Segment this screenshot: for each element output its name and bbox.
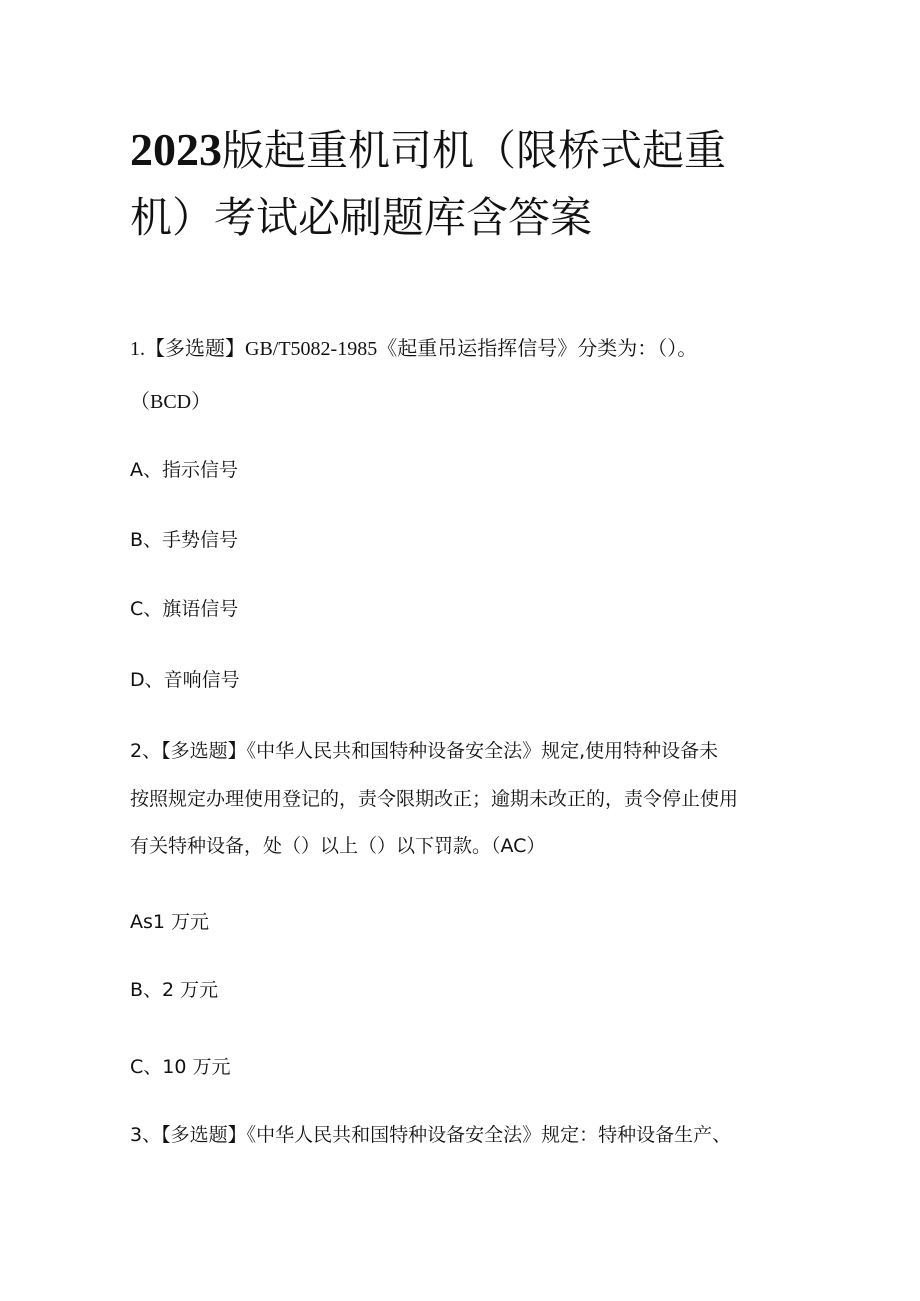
question-1-option-c: C、旗语信号 — [130, 598, 239, 620]
document-title-line-2: 机）考试必刷题库含答案 — [130, 193, 593, 242]
document-title-line-1 — [130, 124, 770, 175]
title-year: 2023 — [130, 124, 222, 175]
question-1-stem-line-2: （BCD） — [130, 391, 212, 413]
question-2-option-b: B、2 万元 — [130, 979, 219, 1001]
question-1-option-d: D、音响信号 — [130, 669, 240, 691]
question-2-stem-line-2: 按照规定办理使用登记的，责令限期改正；逾期未改正的，责令停止使用 — [130, 788, 739, 810]
question-1-option-a: A、指示信号 — [130, 459, 238, 481]
question-1-stem-line-1: 1.【多选题】GB/T5082-1985《起重吊运指挥信号》分类为：（）。 — [130, 338, 698, 360]
question-3-stem-line-1: 3、【多选题】《中华人民共和国特种设备安全法》规定：特种设备生产、 — [130, 1124, 732, 1146]
question-2-stem-line-1: 2、【多选题】《中华人民共和国特种设备安全法》规定,使用特种设备未 — [130, 740, 719, 762]
question-1-option-b: B、手势信号 — [130, 529, 239, 551]
question-2-option-c: C、10 万元 — [130, 1056, 231, 1078]
question-2-stem-line-3: 有关特种设备，处（）以上（）以下罚款。（AC） — [130, 835, 546, 857]
question-2-option-a: As1 万元 — [130, 911, 210, 933]
title-text: 版起重机司机（限桥式起重 — [222, 126, 727, 175]
